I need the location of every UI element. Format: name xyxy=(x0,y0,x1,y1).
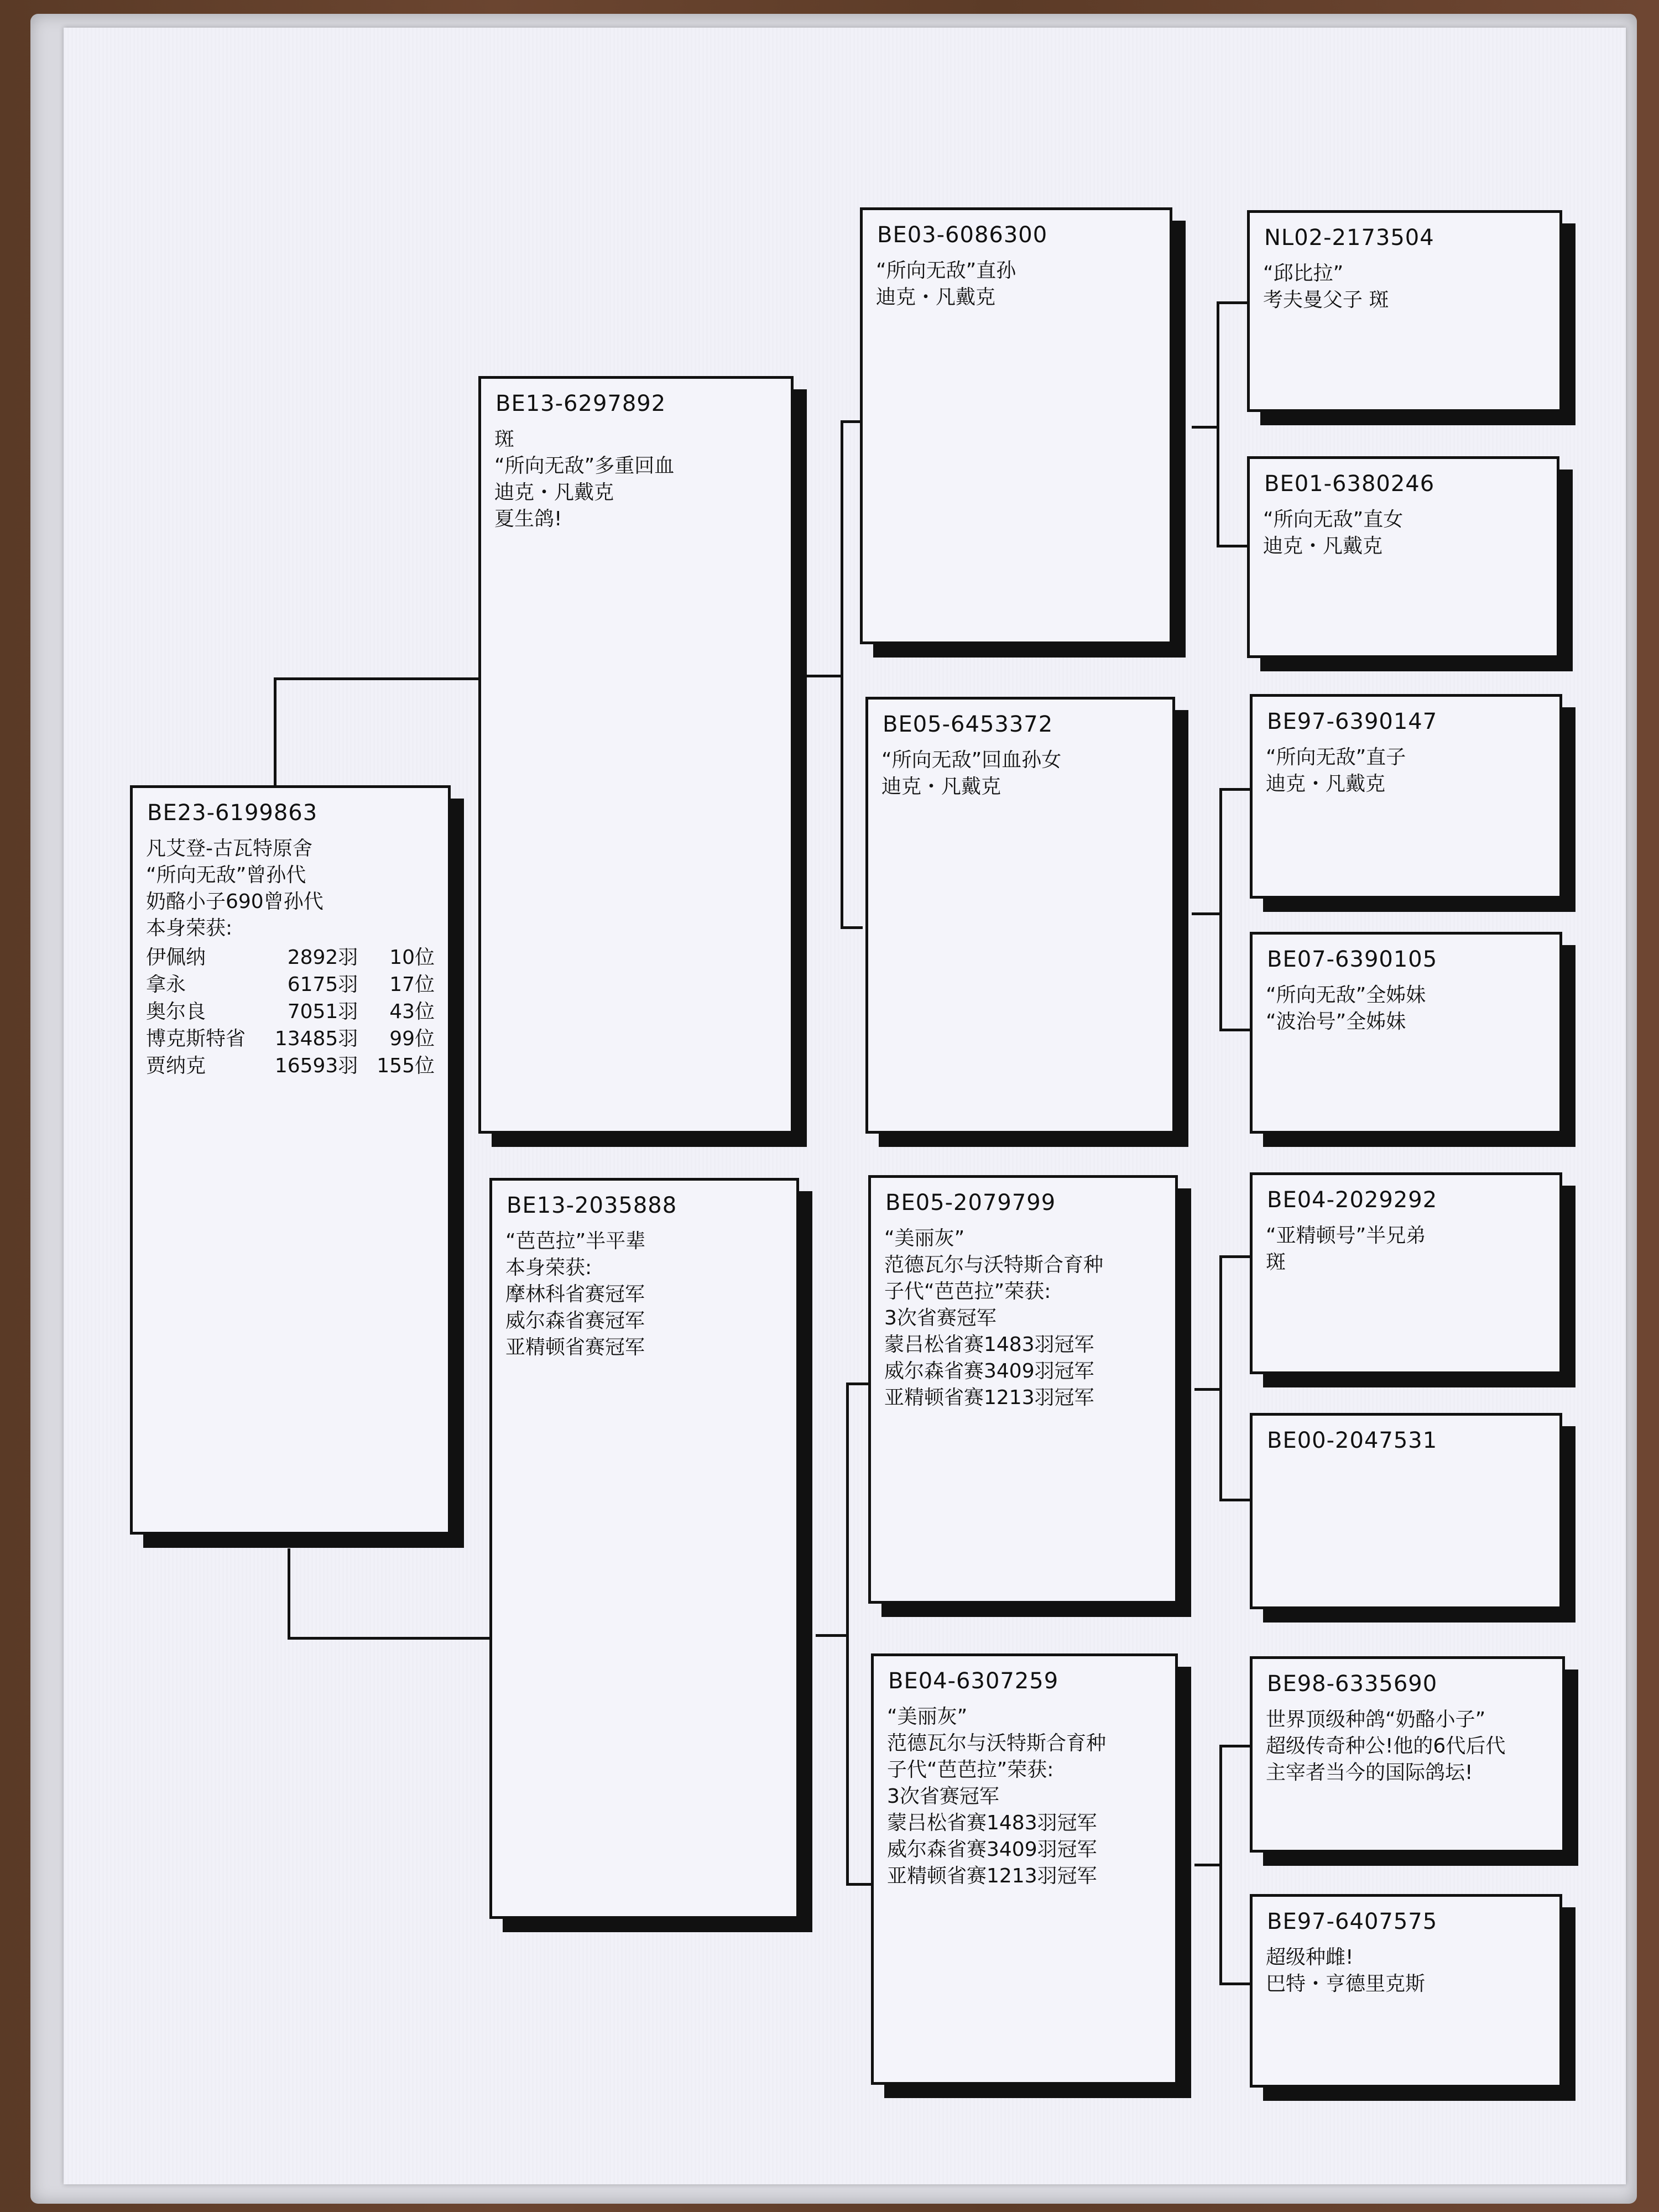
note-line: 子代“芭芭拉”荣获: xyxy=(884,1280,1051,1303)
connector xyxy=(841,420,863,423)
connector xyxy=(1194,1388,1222,1391)
connector xyxy=(1217,301,1219,547)
note-line: 凡艾登-古瓦特原舍 xyxy=(146,837,312,860)
note-line: “所向无敌”回血孙女 xyxy=(881,749,1062,771)
sss-box xyxy=(1247,210,1562,412)
ring-number: BE04-6307259 xyxy=(888,1668,1059,1694)
ring-number: BE00-2047531 xyxy=(1267,1428,1438,1453)
race-name: 贾纳克 xyxy=(146,1055,206,1077)
race-name: 拿永 xyxy=(146,973,186,996)
sire-dam-box xyxy=(865,697,1175,1134)
connector xyxy=(274,677,276,788)
connector xyxy=(1219,1745,1222,1985)
connector xyxy=(841,926,863,929)
connector xyxy=(1219,788,1253,791)
dds-box xyxy=(1250,1656,1565,1853)
dam-sire-box xyxy=(868,1175,1178,1604)
note-line: “芭芭拉”半平辈 xyxy=(505,1230,646,1253)
note-line: 亚精顿省赛1213羽冠军 xyxy=(887,1865,1097,1887)
ring-number: BE98-6335690 xyxy=(1267,1671,1438,1697)
placing: 17位 xyxy=(389,973,435,996)
connector xyxy=(1217,545,1250,547)
dsd-box xyxy=(1250,1413,1562,1609)
bird-count: 16593羽 xyxy=(274,1055,358,1077)
connector xyxy=(288,1548,290,1640)
note-line: 夏生鸽! xyxy=(494,508,562,530)
connector xyxy=(288,1637,492,1640)
note-line: 迪克・凡戴克 xyxy=(876,286,996,309)
honor-row xyxy=(146,998,435,1025)
connector xyxy=(846,1383,849,1886)
ring-number: BE04-2029292 xyxy=(1267,1187,1438,1213)
note-line: 威尔森省赛3409羽冠军 xyxy=(887,1838,1097,1861)
connector xyxy=(1219,1983,1253,1985)
ring-number: BE97-6407575 xyxy=(1267,1909,1438,1934)
ring-number: BE13-6297892 xyxy=(495,391,666,416)
connector xyxy=(1219,1745,1253,1747)
note-line: 奶酪小子690曾孙代 xyxy=(146,890,324,913)
honors-table xyxy=(146,944,435,1079)
note-line: 范德瓦尔与沃特斯合育种 xyxy=(887,1732,1107,1755)
note-line: 3次省赛冠军 xyxy=(884,1307,997,1329)
note-line: 迪克・凡戴克 xyxy=(1266,773,1386,795)
ring-number: BE13-2035888 xyxy=(507,1193,677,1218)
note-line: “所向无敌”直子 xyxy=(1266,746,1406,769)
note-line: 迪克・凡戴克 xyxy=(1263,535,1383,557)
ddd-box xyxy=(1250,1894,1562,2088)
sire-sire-box xyxy=(860,207,1172,644)
note-line: 迪克・凡戴克 xyxy=(494,481,614,504)
connector xyxy=(1219,1255,1222,1501)
placing: 155位 xyxy=(377,1055,435,1077)
note-line: 3次省赛冠军 xyxy=(887,1785,999,1808)
race-name: 伊佩纳 xyxy=(146,946,206,969)
note-line: 世界顶级种鸽“奶酪小子” xyxy=(1266,1708,1486,1731)
connector xyxy=(1194,1864,1222,1866)
note-line: “美丽灰” xyxy=(887,1705,968,1728)
dss-box xyxy=(1250,1172,1562,1374)
note-line: “美丽灰” xyxy=(884,1227,965,1250)
race-name: 奥尔良 xyxy=(146,1000,206,1023)
connector xyxy=(816,1634,849,1637)
placing: 43位 xyxy=(389,1000,435,1023)
connector xyxy=(1219,1499,1253,1501)
note-line: 子代“芭芭拉”荣获: xyxy=(887,1759,1054,1781)
note-line: 超级传奇种公!他的6代后代 xyxy=(1266,1735,1506,1757)
note-line: 巴特・亨德里克斯 xyxy=(1266,1973,1426,1995)
ssd-box xyxy=(1247,456,1559,658)
bird-count: 6175羽 xyxy=(287,973,358,996)
note-line: 亚精顿省赛冠军 xyxy=(505,1336,645,1359)
ring-number: BE05-6453372 xyxy=(883,712,1053,737)
note-line: “波治号”全姊妹 xyxy=(1266,1010,1406,1033)
ring-number: BE07-6390105 xyxy=(1267,947,1438,972)
honor-row xyxy=(146,971,435,998)
connector xyxy=(846,1383,871,1385)
sds-box xyxy=(1250,694,1562,899)
note-line: 亚精顿省赛1213羽冠军 xyxy=(884,1386,1094,1409)
ring-number: BE23-6199863 xyxy=(147,800,318,826)
bird-count: 2892羽 xyxy=(287,946,358,969)
race-name: 博克斯特省 xyxy=(146,1027,246,1050)
sire-box xyxy=(478,376,794,1134)
placing: 10位 xyxy=(389,946,435,969)
note-line: 超级种雌! xyxy=(1266,1946,1354,1969)
note-line: 本身荣获: xyxy=(505,1256,592,1279)
bird-count: 7051羽 xyxy=(287,1000,358,1023)
note-line: “所向无敌”多重回血 xyxy=(494,455,675,477)
connector xyxy=(1219,788,1222,1031)
note-line: 本身荣获: xyxy=(146,917,233,940)
honor-row xyxy=(146,1025,435,1052)
connector xyxy=(1219,1255,1253,1258)
connector xyxy=(1219,1029,1253,1031)
honor-row xyxy=(146,944,435,971)
note-line: 威尔森省赛3409羽冠军 xyxy=(884,1360,1094,1383)
note-line: 蒙吕松省赛1483羽冠军 xyxy=(884,1333,1094,1356)
dam-dam-box xyxy=(871,1653,1178,2085)
note-line: 考夫曼父子 斑 xyxy=(1263,289,1389,311)
ring-number: BE97-6390147 xyxy=(1267,709,1438,734)
connector xyxy=(794,675,843,677)
ring-number: NL02-2173504 xyxy=(1264,225,1434,251)
subject-pigeon-box xyxy=(130,785,451,1535)
note-line: “所向无敌”全姊妹 xyxy=(1266,984,1426,1006)
note-line: 摩林科省赛冠军 xyxy=(505,1283,645,1306)
sdd-box xyxy=(1250,932,1562,1134)
note-line: “邱比拉” xyxy=(1263,262,1344,285)
note-line: 主宰者当今的国际鸽坛! xyxy=(1266,1761,1473,1784)
bird-count: 13485羽 xyxy=(274,1027,358,1050)
ring-number: BE03-6086300 xyxy=(877,222,1048,248)
note-line: 威尔森省赛冠军 xyxy=(505,1310,645,1332)
note-line: 斑 xyxy=(494,428,515,451)
placing: 99位 xyxy=(389,1027,435,1050)
dam-box xyxy=(489,1178,799,1919)
ring-number: BE05-2079799 xyxy=(885,1190,1056,1215)
note-line: “亚精顿号”半兄弟 xyxy=(1266,1224,1426,1247)
note-line: 迪克・凡戴克 xyxy=(881,775,1001,798)
connector xyxy=(274,677,481,680)
note-line: “所向无敌”曾孙代 xyxy=(146,864,306,886)
connector xyxy=(846,1883,871,1886)
connector xyxy=(1192,426,1219,429)
note-line: 蒙吕松省赛1483羽冠军 xyxy=(887,1812,1097,1834)
ring-number: BE01-6380246 xyxy=(1264,471,1435,497)
note-line: 范德瓦尔与沃特斯合育种 xyxy=(884,1254,1104,1276)
honor-row xyxy=(146,1052,435,1079)
connector xyxy=(1192,912,1222,915)
note-line: “所向无敌”直女 xyxy=(1263,508,1404,531)
connector xyxy=(1217,301,1250,304)
note-line: “所向无敌”直孙 xyxy=(876,259,1016,282)
note-line: 斑 xyxy=(1266,1251,1286,1274)
connector xyxy=(841,420,843,929)
